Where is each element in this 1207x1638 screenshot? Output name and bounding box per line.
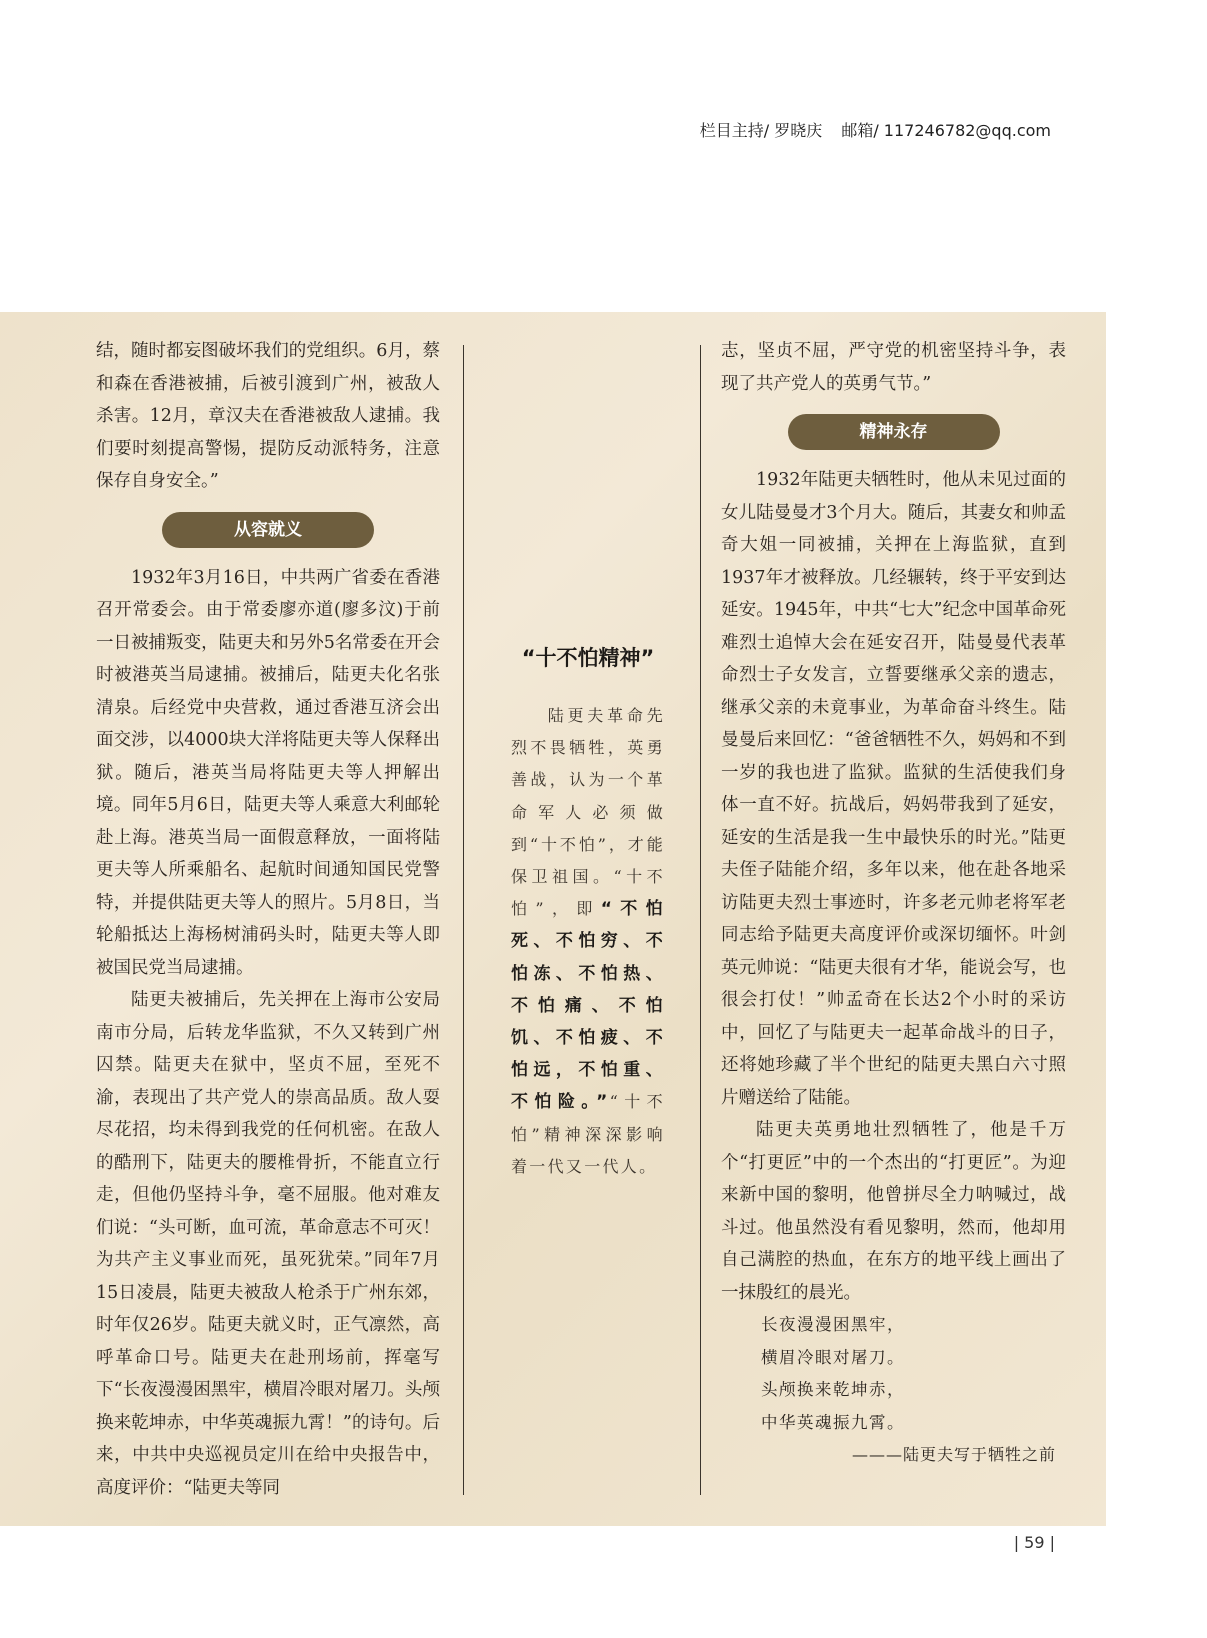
- left-paragraph-1: 1932年3月16日，中共两广省委在香港召开常委会。由于常委廖亦道(廖多汶)于前一日被捕叛变，陆更夫和另外5名常委在开会时被港英当局逮捕。被捕后，陆更夫化名张清泉。后经党中央营救，通过香港互济会出面交涉，以4000块大洋将陆更夫等人保释出狱。随后，港英当局将陆更夫等人押解出境。同年5月6日，陆更夫等人乘意大利邮轮赴上海。港英当局一面假意释放，一面将陆更夫等人所乘船名、起航时间通知国民党警特，并提供陆更夫等人的照片。5月8日，当轮船抵达上海杨树浦码头时，陆更夫等人即被国民党当局逮捕。: [96, 567, 440, 978]
- poem-signature: ———陆更夫写于牺牲之前: [851, 1445, 1056, 1464]
- left-paragraph-2: 陆更夫被捕后，先关押在上海市公安局南市分局，后转龙华监狱，不久又转到广州囚禁。陆更夫在狱中，坚贞不屈，至死不渝，表现出了共产党人的崇高品质。敌人耍尽花招，均未得到我党的任何机密。在敌人的酷刑下，陆更夫的腰椎骨折，不能直立行走，但他仍坚持斗争，毫不屈服。他对难友们说：“头可断，血可流，革命意志不可灭！为共产主义事业而死，虽死犹荣。”同年7月15日凌晨，陆更夫被敌人枪杀于广州东郊，时年仅26岁。陆更夫就义时，正气凛然，高呼革命口号。陆更夫在赴刑场前，挥毫写下“长夜漫漫困黑牢，横眉冷眼对屠刀。头颅换来乾坤赤，中华英魂振九霄！”的诗句。后来，中共中央巡视员定川在给中央报告中，高度评价：“陆更夫等同: [96, 990, 440, 1498]
- column-divider-right: [700, 345, 701, 1495]
- sidebar-text-a: 陆更夫革命先烈不畏牺牲，英勇善战，认为一个革命军人必须做到“十不怕”，才能保卫祖国。“十不怕”，即: [511, 706, 665, 919]
- column-divider-left: [463, 345, 464, 1495]
- section-title-jingshen: 精神永存: [788, 414, 1000, 450]
- right-column: [721, 335, 1066, 1472]
- left-paragraph-0: 结，随时都妄图破坏我们的党组织。6月，蔡和森在香港被捕，后被引渡到广州，被敌人杀害。12月，章汉夫在香港被敌人逮捕。我们要时刻提高警惕，提防反动派特务，注意保存自身安全。”: [96, 341, 440, 491]
- sidebar-body: [511, 700, 665, 1183]
- right-paragraph-0: 志，坚贞不屈，严守党的机密坚持斗争，表现了共产党人的英勇气节。”: [721, 341, 1066, 394]
- poem-line-1: 长夜漫漫困黑牢，: [761, 1315, 905, 1334]
- column-host: 栏目主持/ 罗晓庆: [699, 121, 823, 140]
- right-paragraph-1: 1932年陆更夫牺牲时，他从未见过面的女儿陆曼曼才3个月大。随后，其妻女和帅孟奇大姐一同被捕，关押在上海监狱，直到1937年才被释放。几经辗转，终于平安到达延安。1945年，中共“七大”纪念中国革命死难烈士追悼大会在延安召开，陆曼曼代表革命烈士子女发言，立誓要继承父亲的遗志，继承父亲的未竟事业，为革命奋斗终生。陆曼曼后来回忆：“爸爸牺牲不久，妈妈和不到一岁的我也进了监狱。监狱的生活使我们身体一直不好。抗战后，妈妈带我到了延安，延安的生活是我一生中最快乐的时光。”陆更夫侄子陆能介绍，多年以来，他在赴各地采访陆更夫烈士事迹时，许多老元帅老将军老同志给予陆更夫高度评价或深切缅怀。叶剑英元帅说：“陆更夫很有才华，能说会写，也很会打仗！”帅孟奇在长达2个小时的采访中，回忆了与陆更夫一起革命战斗的日子，还将她珍藏了半个世纪的陆更夫黑白六寸照片赠送给了陆能。: [721, 470, 1066, 1108]
- sidebar-ten-fears: “不怕死、不怕穷、不怕冻、不怕热、不怕痛、不怕饥、不怕疲、不怕远，不怕重、不怕险。”: [511, 899, 665, 1113]
- left-column: [96, 335, 440, 1504]
- poem-line-4: 中华英魂振九霄。: [761, 1412, 905, 1432]
- column-email: 邮箱/ 117246782@qq.com: [841, 121, 1051, 140]
- column-header: [700, 118, 1051, 141]
- page-number: | 59 |: [1013, 1533, 1055, 1552]
- poem-line-2: 横眉冷眼对屠刀。: [761, 1347, 905, 1367]
- sidebar-title: “十不怕精神”: [521, 646, 655, 670]
- section-title-congrong: 从容就义: [162, 512, 374, 548]
- poem-line-3: 头颅换来乾坤赤，: [761, 1380, 905, 1399]
- sidebar-text-b: “十不怕”精神深深影响着一代又一代人。: [511, 1092, 665, 1176]
- right-paragraph-2: 陆更夫英勇地壮烈牺牲了，他是千万个“打更匠”中的一个杰出的“打更匠”。为迎来新中国的黎明，他曾拼尽全力呐喊过，战斗过。他虽然没有看见黎明，然而，他却用自己满腔的热血，在东方的地平线上画出了一抹殷红的晨光。: [721, 1120, 1066, 1303]
